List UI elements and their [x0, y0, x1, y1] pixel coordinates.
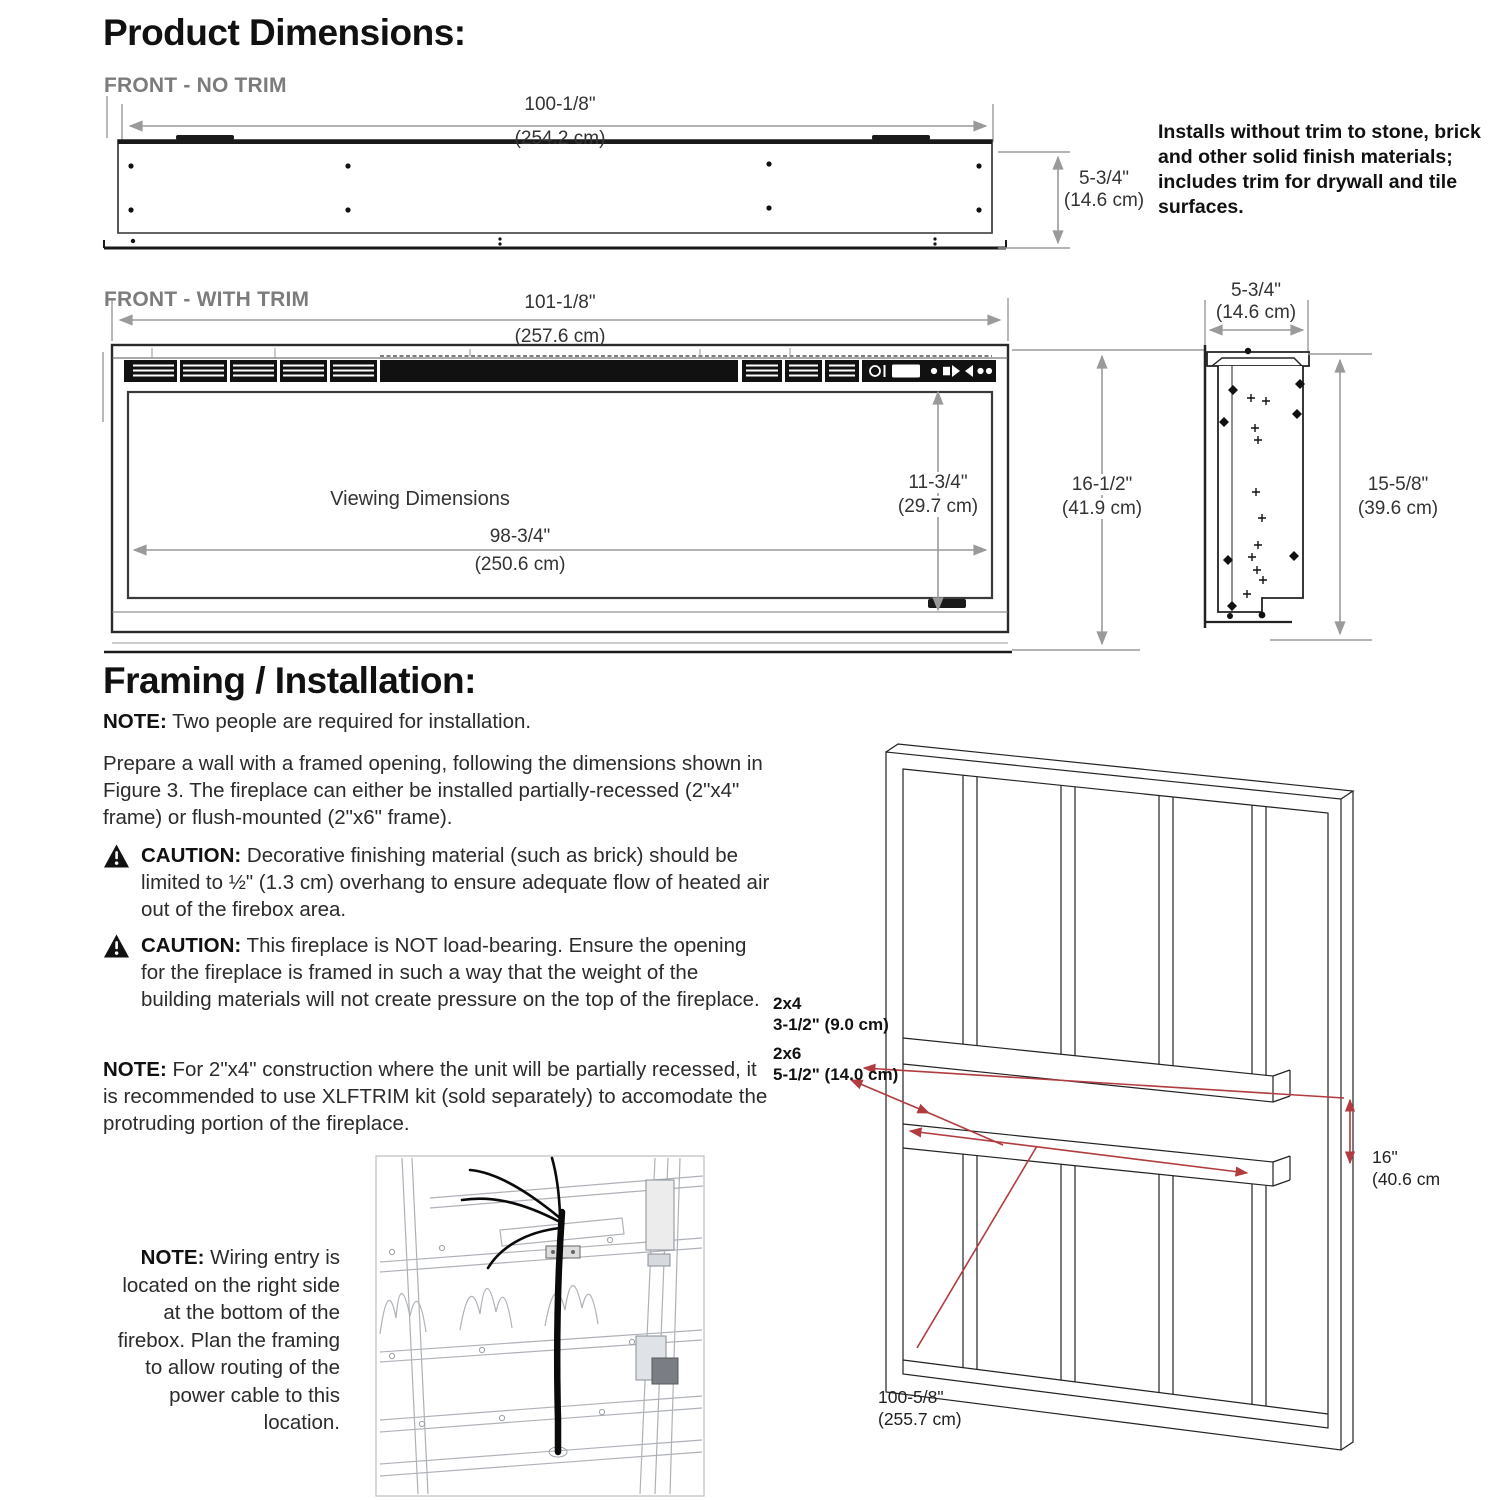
- framing-heading: Framing / Installation:: [103, 660, 476, 701]
- side-depth-in: 5-3/4": [1230, 280, 1282, 301]
- overall-height-cm: (41.9 cm): [1054, 498, 1150, 519]
- caution-finishing: [103, 842, 775, 923]
- framing-dimension-arrows: [851, 1068, 1350, 1348]
- side-view-diagram: [1205, 300, 1372, 640]
- note-wiring: [112, 1244, 340, 1437]
- opening-width-in: 100-5/8": [878, 1387, 944, 1407]
- note-text: For 2"x4" construction where the unit will be partially recessed, it is recommended to use XLFTRIM kit (sold separately) to accomodate the protruding portion of the fireplace.: [103, 1058, 768, 1135]
- viewing-height-cm: (29.7 cm): [890, 496, 986, 517]
- with-trim-heading: FRONT - WITH TRIM: [104, 288, 310, 311]
- viewing-width-in: 98-3/4": [420, 526, 620, 547]
- no-trim-width-cm: (254.2 cm): [514, 128, 606, 149]
- opening-height-in: 16": [1372, 1147, 1398, 1167]
- side-depth-cm: (14.6 cm): [1215, 302, 1297, 323]
- caution-load-bearing: [103, 932, 763, 1013]
- note-label: NOTE:: [140, 1246, 205, 1269]
- frame-2x4-dim: 3-1/2" (9.0 cm): [773, 1015, 889, 1034]
- viewing-dimensions-label: Viewing Dimensions: [330, 488, 510, 510]
- no-trim-width-in: 100-1/8": [524, 94, 596, 115]
- caution-label: CAUTION:: [141, 934, 242, 957]
- warning-icon: [103, 934, 130, 958]
- frame-2x4-label: 2x4: [773, 994, 802, 1013]
- framing-diagram: [886, 744, 1353, 1450]
- note-label: NOTE:: [103, 710, 167, 733]
- side-height-in: 15-5/8": [1367, 474, 1429, 495]
- framing-paragraph: Prepare a wall with a framed opening, following the dimensions shown in Figure 3. The fireplace can either be installed partially-recessed (2"x4" frame) or flush-mounted (2"x6" frame).: [103, 752, 763, 829]
- note-text: Wiring entry is located on the right side at the bottom of the firebox. Plan the framing to allow routing of the power cable to this location.: [117, 1246, 340, 1434]
- note-installation: [103, 708, 783, 735]
- opening-height-cm: (40.6 cm: [1372, 1169, 1441, 1189]
- note-label: NOTE:: [103, 1058, 167, 1081]
- opening-width-cm: (255.7 cm): [878, 1409, 962, 1429]
- page-title: Product Dimensions:: [103, 12, 466, 53]
- no-trim-note: Installs without trim to stone, brick and other solid finish materials; includes trim for drywall and tile surfaces.: [1158, 121, 1481, 218]
- no-trim-depth-in: 5-3/4": [1078, 168, 1130, 189]
- dimplex-logo: [928, 599, 966, 608]
- with-trim-width-in: 101-1/8": [524, 292, 596, 313]
- side-height-cm: (39.6 cm): [1357, 498, 1439, 519]
- with-trim-width-cm: (257.6 cm): [514, 326, 606, 347]
- caution-label: CAUTION:: [141, 844, 242, 867]
- caution-text: This fireplace is NOT load-bearing. Ensure the opening for the fireplace is framed in such a way that the weight of the building materials will not create pressure on the top of the fireplace.: [141, 934, 760, 1011]
- no-trim-depth-cm: (14.6 cm): [1063, 190, 1145, 211]
- viewing-width-cm: (250.6 cm): [420, 554, 620, 575]
- warning-icon: [103, 844, 130, 868]
- caution-text: Decorative finishing material (such as brick) should be limited to ½" (1.3 cm) overhang to ensure adequate flow of heated air out of the firebox area.: [141, 844, 770, 921]
- with-trim-diagram: [103, 298, 1205, 652]
- note-text: Two people are required for installation.: [172, 710, 532, 733]
- frame-2x6-label: 2x6: [773, 1044, 802, 1063]
- overall-height-in: 16-1/2": [1054, 474, 1150, 495]
- no-trim-diagram: [104, 96, 1070, 248]
- frame-2x6-dim: 5-1/2" (14.0 cm): [773, 1065, 899, 1084]
- no-trim-heading: FRONT - NO TRIM: [104, 74, 287, 97]
- viewing-height-in: 11-3/4": [890, 472, 986, 493]
- firebox-diagram: [376, 1156, 704, 1496]
- note-xlftrim: [103, 1056, 771, 1137]
